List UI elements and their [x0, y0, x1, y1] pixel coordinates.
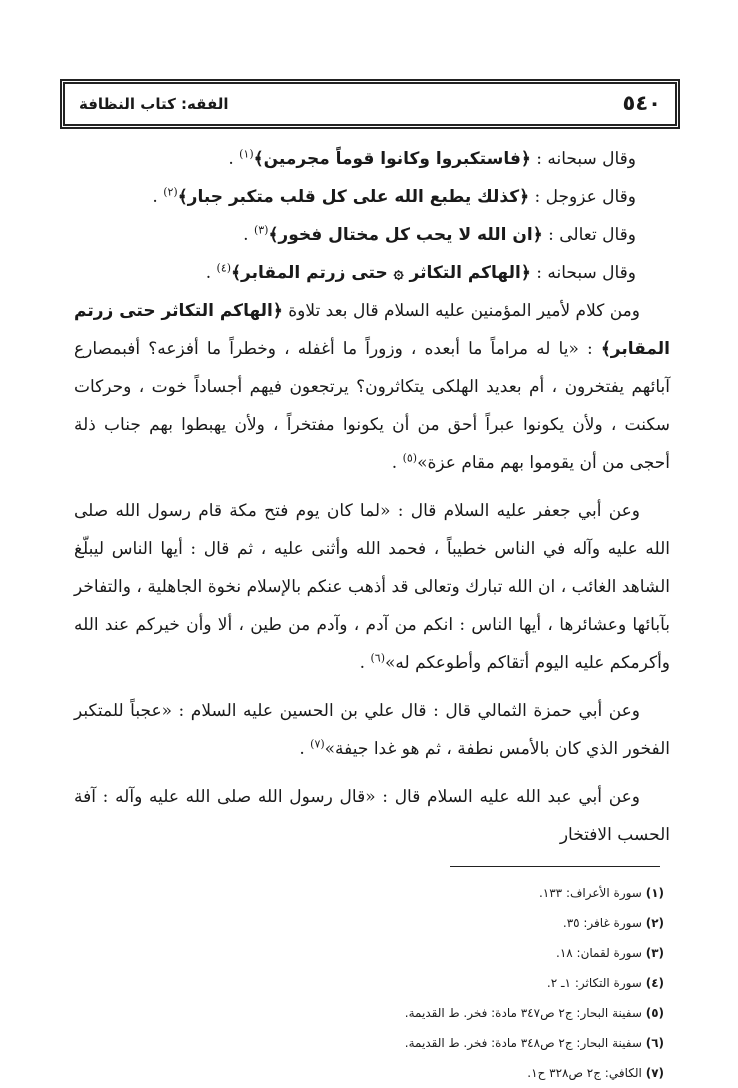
paragraph-text: وعن أبي جعفر عليه السلام قال : «لما كان يوم فتح مكة قام رسول الله صلى الله عليه وآله في الناس خطيباً ، فحمد الله وأثنى عليه ، ثم قال : أيها الناس ليبلّغ الشاهد الغائب ، ان الله تبارك وتعالى قد أذهب عنكم بالإسلام نخوة الجاهلية ، والتفاخر بآبائها وعشائرها ، أيها الناس : انكم من آدم ، وآدم من طين ، ألا وأن خيركم عند الله وأكرمكم عليه اليوم أتقاكم وأطوعكم له»	[74, 501, 670, 673]
quran-verse: ﴿ان الله لا يحب كل مختال فخور﴾	[268, 225, 543, 245]
paragraph-abu-abdullah	[74, 778, 670, 854]
punctuation: .	[205, 263, 217, 283]
footnotes	[234, 878, 664, 1088]
quote-intro: وقال عزوجل :	[529, 187, 636, 207]
quote-intro: وقال سبحانه :	[530, 263, 636, 283]
page-number: ٥٤٠	[622, 91, 661, 115]
footnote-ref: (١)	[239, 147, 254, 161]
footnote-ref: (٤)	[216, 261, 232, 275]
footnote-item	[234, 1058, 664, 1088]
punctuation: .	[243, 225, 254, 245]
quote-intro: وقال تعالى :	[542, 225, 636, 245]
footnote-ref: (٢)	[163, 185, 178, 199]
footnote-item	[234, 938, 664, 968]
running-title: الفقه: كتاب النظافة	[79, 95, 229, 113]
quote-intro: وقال سبحانه :	[530, 149, 636, 169]
footnote-text: سورة التكاثر: ١ـ ٢.	[546, 976, 642, 990]
quote-line-3	[74, 216, 636, 254]
footnote-number: (٤)	[645, 976, 664, 990]
footnote-text: سفينة البحار: ج٢ ص٣٤٧ مادة: فخر. ط القديمة.	[404, 1006, 642, 1020]
page-header	[63, 82, 677, 126]
footnote-number: (٣)	[645, 946, 664, 960]
footnote-text: سورة غافر: ٣٥.	[562, 916, 642, 930]
quote-line-1	[74, 140, 636, 178]
footnote-separator	[450, 866, 660, 867]
punctuation: .	[152, 187, 164, 207]
paragraph-text: «يا له مراماً ما أبعده ، وزوراً ما أغفله ، وخطراً ما أفزعه؟ أفبمصارع آبائهم يفتخرون ، أم بعديد الهلكى يتكاثرون؟ يرتجعون فيهم أجساداً خوت ، وحركات سكنت ، ولأن يكونوا عبراً أحق من أن يكونوا مفتخراً ، ولأن يهبطوا بهم جناب ذلة أحجى من أن يقوموا بهم مقام عزة»	[74, 339, 670, 473]
footnote-number: (١)	[645, 886, 664, 900]
footnote-ref: (٦)	[370, 651, 385, 665]
footnote-text: سورة لقمان: ١٨.	[556, 946, 642, 960]
quote-line-2	[74, 178, 636, 216]
footnote-text: سفينة البحار: ج٢ ص٣٤٨ مادة: فخر. ط القديمة.	[404, 1036, 642, 1050]
footnote-number: (٧)	[645, 1066, 664, 1080]
quran-verse: ﴿كذلك يطبع الله على كل قلب متكبر جبار﴾	[177, 187, 530, 207]
punctuation: .	[228, 149, 240, 169]
quran-verse: ﴿فاستكبروا وكانوا قوماً مجرمين﴾	[253, 149, 531, 169]
footnote-ref: (٥)	[402, 451, 418, 465]
punctuation: :	[586, 339, 601, 359]
footnote-text: الكافي: ج٢ ص٣٢٨ ح١.	[527, 1066, 642, 1080]
paragraph-text: وعن أبي عبد الله عليه السلام قال : «قال رسول الله صلى الله عليه وآله : آفة الحسب الافتخار	[74, 787, 670, 845]
quran-verse: ﴿الهاكم التكاثر ۞ حتى زرتم المقابر﴾	[231, 263, 531, 283]
paragraph-text: وعن أبي حمزة الثمالي قال : قال علي بن الحسين عليه السلام : «عجباً للمتكبر الفخور الذي كان بالأمس نطفة ، ثم هو غدا جيفة»	[74, 701, 670, 759]
paragraph-abu-hamza: وعن أبي حمزة الثمالي قال : قال علي بن الحسين عليه السلام : «عجباً للمتكبر الفخور الذي كان بالأمس نطفة ، ثم هو غدا جيفة»$^{(٧)}$ .	[74, 701, 670, 759]
paragraph-abu-jafar: وعن أبي جعفر عليه السلام قال : «لما كان يوم فتح مكة قام رسول الله صلى الله عليه وآله في الناس خطيباً ، فحمد الله وأثنى عليه ، ثم قال : أيها الناس ليبلّغ الشاهد الغائب ، ان الله تبارك وتعالى قد أذهب عنكم بالإسلام نخوة الجاهلية ، والتفاخر بآبائها وعشائرها ، أيها الناس : انكم من آدم ، وآدم من طين ، ألا وأن خيركم عند الله وأكرمكم عليه اليوم أتقاكم وأطوعكم له»$^{(٦)}$ .	[74, 501, 670, 673]
footnote-item	[234, 1028, 664, 1058]
footnote-ref: (٣)	[253, 223, 269, 237]
footnote-item	[234, 968, 664, 998]
footnote-text: سورة الأعراف: ١٣٣.	[538, 886, 642, 900]
paragraph-imam-ali: ومن كلام لأمير المؤمنين عليه السلام قال بعد تلاوة ﴿الهاكم التكاثر حتى زرتم المقابر﴾ : «يا له مراماً ما أبعده ، وزوراً ما أغفله ، وخطراً ما أفزعه؟ أفبمصارع آبائهم يفتخرون ، أم بعديد الهلكى يتكاثرون؟ يرتجعون فيهم أجساداً خوت ، وحركات سكنت ، ولأن يكونوا عبراً أحق من أن يكونوا مفتخراً ، ولأن يهبطوا بهم جناب ذلة أحجى من أن يقوموا بهم مقام عزة»$^{(٥)}$ .	[74, 301, 670, 473]
footnote-number: (٢)	[645, 916, 664, 930]
footnote-ref: (٧)	[310, 737, 325, 751]
paragraph-intro: ومن كلام لأمير المؤمنين عليه السلام قال بعد تلاوة	[282, 301, 640, 321]
footnote-item	[234, 908, 664, 938]
footnote-number: (٦)	[645, 1036, 664, 1050]
footnote-number: (٥)	[645, 1006, 664, 1020]
quran-verse: ﴿الهاكم التكاثر حتى زرتم المقابر﴾	[74, 301, 670, 359]
quote-line-4	[74, 254, 636, 292]
footnote-item	[234, 878, 664, 908]
footnote-item	[234, 998, 664, 1028]
main-text	[74, 140, 670, 854]
